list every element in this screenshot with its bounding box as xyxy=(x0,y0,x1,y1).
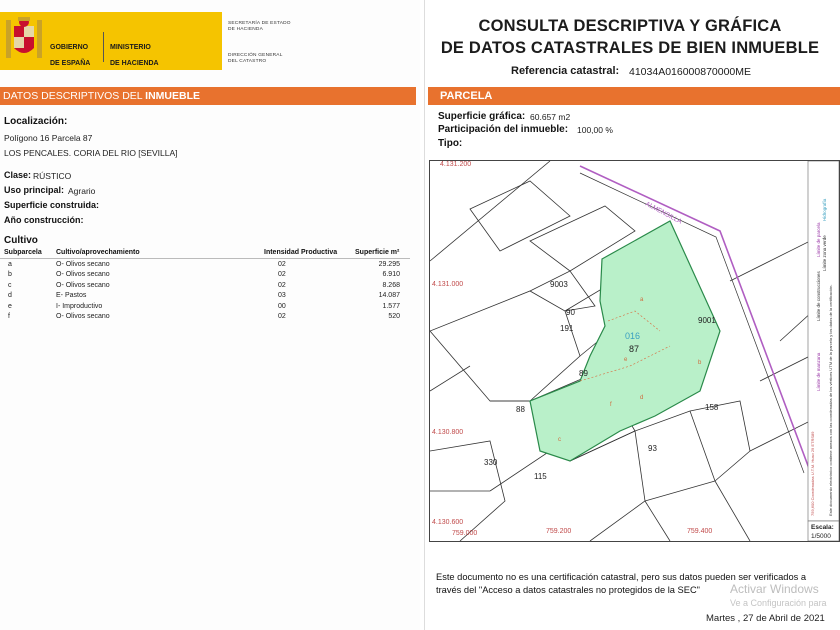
cultivo-cell-sub: c xyxy=(8,281,12,289)
main-parcel-shape[interactable] xyxy=(530,221,720,461)
localizacion-line1: Polígono 16 Parcela 87 xyxy=(4,133,93,143)
cultivo-cell-intensidad: 02 xyxy=(278,281,286,289)
coord-x2: 759.200 xyxy=(546,528,572,535)
footer-note: Este documento no es una certificación catastral, pero sus datos pueden ser verificados a través del "Acceso a datos catastrales no protegidos de la SEC" xyxy=(436,572,807,595)
sub-label-e: e xyxy=(624,357,628,363)
header-superficie: Superficie m² xyxy=(355,249,400,256)
parcel-9001-label: 9001 xyxy=(698,316,716,325)
parcel-89-label: 89 xyxy=(579,369,588,378)
legend-4: Hidrografía xyxy=(822,198,827,221)
cultivo-cell-intensidad: 00 xyxy=(278,302,286,310)
legend-5: Límite zona verde xyxy=(822,235,827,271)
cultivo-cell-intensidad: 02 xyxy=(278,271,286,279)
crs-note: 759,600 Coordenadas U.T.M. Huso 29 ETRS89 xyxy=(810,431,815,516)
header-subparcela: Subparcela xyxy=(4,249,42,256)
uso-value: Agrario xyxy=(68,186,96,196)
parcel-90-label: 90 xyxy=(566,308,575,317)
band-bold: INMUEBLE xyxy=(145,90,201,102)
anio-construccion-label: Año construcción: xyxy=(4,215,84,225)
cultivo-cell-cultivo: I- Improductivo xyxy=(56,302,103,310)
parcel-330-label: 330 xyxy=(484,458,498,467)
coord-1: 4.131.000 xyxy=(432,281,464,288)
coord-x1: 759.000 xyxy=(452,530,478,537)
direccion-text: DIRECCIÓN GENERAL DEL CATASTRO xyxy=(228,53,283,64)
cultivo-cell-superficie: 8.268 xyxy=(382,281,400,289)
doc-title-line2: DE DATOS CATASTRALES DE BIEN INMUEBLE xyxy=(440,39,820,57)
cultivo-cell-cultivo: E- Pastos xyxy=(56,292,87,300)
coord-3: 4.130.600 xyxy=(432,519,464,526)
cultivo-cell-cultivo: O- Olivos secano xyxy=(56,261,110,268)
legend-note: Este documento electrónico contiene anexos con las coordenadas de los vértices UTM de la parcela y los datos de la certificación. xyxy=(828,284,833,516)
clase-value: RÚSTICO xyxy=(33,171,72,181)
cultivo-cell-cultivo: O- Olivos secano xyxy=(56,271,110,279)
crown-line2: DE ESPAÑA xyxy=(50,60,91,67)
superficie-construida-label: Superficie construida: xyxy=(4,200,100,210)
cultivo-cell-sub: b xyxy=(8,271,12,279)
table-header-rule xyxy=(0,258,410,259)
cultivo-cell-cultivo: O- Olivos secano xyxy=(56,281,110,289)
cultivo-cell-sub: f xyxy=(8,313,10,320)
cultivo-cell-superficie: 6.910 xyxy=(382,271,400,279)
superficie-grafica-value: 60.657 m2 xyxy=(530,112,571,122)
logo-separator xyxy=(103,32,104,62)
cadastral-map[interactable] xyxy=(429,160,840,542)
legend-1: Límite de parcela xyxy=(816,222,821,257)
coord-2: 4.130.800 xyxy=(432,429,464,436)
sub-label-a: a xyxy=(640,297,644,303)
scale-value: 1/5000 xyxy=(811,533,831,540)
superficie-grafica-label: Superficie gráfica: xyxy=(438,111,526,122)
uso-label: Uso principal: xyxy=(4,185,65,195)
cultivo-cell-sub: e xyxy=(8,302,12,310)
parcela-section-band: PARCELA xyxy=(428,87,840,105)
cultivo-cell-superficie: 520 xyxy=(388,313,400,320)
clase-label: Clase: xyxy=(4,170,32,180)
parcel-115-label: 115 xyxy=(534,472,547,481)
parcel-main-label: 016 xyxy=(625,331,641,341)
legend-2: Límite de construcciones xyxy=(816,271,821,321)
parcel-87-label: 87 xyxy=(629,344,640,354)
ministry-line1: MINISTERIO xyxy=(110,44,151,51)
cultivo-cell-intensidad: 02 xyxy=(278,313,286,320)
coat-of-arms-icon xyxy=(4,14,44,68)
cultivo-cell-superficie: 29.295 xyxy=(378,261,400,268)
cultivo-cell-cultivo: O- Olivos secano xyxy=(56,313,110,320)
government-logo xyxy=(0,12,222,70)
parcel-93-label: 93 xyxy=(648,444,657,453)
cultivo-cell-intensidad: 02 xyxy=(278,261,286,268)
participacion-label: Participación del inmueble: xyxy=(438,124,569,135)
ref-value: 41034A016000870000ME xyxy=(629,66,752,78)
ref-label: Referencia catastral: xyxy=(511,65,620,77)
tipo-label: Tipo: xyxy=(438,138,463,149)
cultivo-title: Cultivo xyxy=(4,235,38,246)
cultivo-cell-superficie: 14.087 xyxy=(378,292,400,300)
parcel-88-label: 88 xyxy=(516,405,525,414)
legend-3: Límite de manzana xyxy=(816,352,821,391)
sub-label-c: c xyxy=(558,437,561,443)
scale-label: Escala: xyxy=(811,524,834,531)
sub-label-b: b xyxy=(698,360,702,366)
cultivo-cell-sub: a xyxy=(8,261,12,268)
doc-title-line1: CONSULTA DESCRIPTIVA Y GRÁFICA xyxy=(478,17,782,35)
ministry-line2: DE HACIENDA xyxy=(110,60,159,67)
parcel-191-label: 191 xyxy=(560,324,574,333)
map-canvas xyxy=(430,161,839,541)
localizacion-label: Localización: xyxy=(4,116,68,127)
coord-x3: 759.400 xyxy=(687,528,713,535)
cultivo-cell-sub: d xyxy=(8,292,12,300)
descriptive-section-band xyxy=(0,87,416,105)
parcel-9003-label: 9003 xyxy=(550,280,568,289)
road-label: ALMENSILLA xyxy=(644,200,683,226)
secretaria-text: SECRETARÍA DE ESTADO DE HACIENDA xyxy=(228,21,291,32)
cultivo-cell-intensidad: 03 xyxy=(278,292,286,300)
sub-label-f: f xyxy=(610,402,612,408)
header-cultivo: Cultivo/aprovechamiento xyxy=(56,249,140,256)
sub-label-d: d xyxy=(640,395,644,401)
cultivo-cell-superficie: 1.577 xyxy=(382,302,400,310)
activation-watermark: Activar Windows xyxy=(730,582,819,596)
band-prefix: DATOS DESCRIPTIVOS DEL xyxy=(3,90,146,102)
participacion-value: 100,00 % xyxy=(577,125,613,135)
document-date: Martes , 27 de Abril de 2021 xyxy=(706,613,825,624)
parcel-158-label: 158 xyxy=(705,403,719,412)
header-intensidad: Intensidad Productiva xyxy=(264,249,338,256)
localizacion-line2: LOS PENCALES. CORIA DEL RIO [SEVILLA] xyxy=(4,148,178,158)
crown-line1: GOBIERNO xyxy=(50,44,89,51)
activation-watermark-sub: Ve a Configuración para xyxy=(730,598,827,608)
coord-top: 4.131.200 xyxy=(440,161,472,168)
